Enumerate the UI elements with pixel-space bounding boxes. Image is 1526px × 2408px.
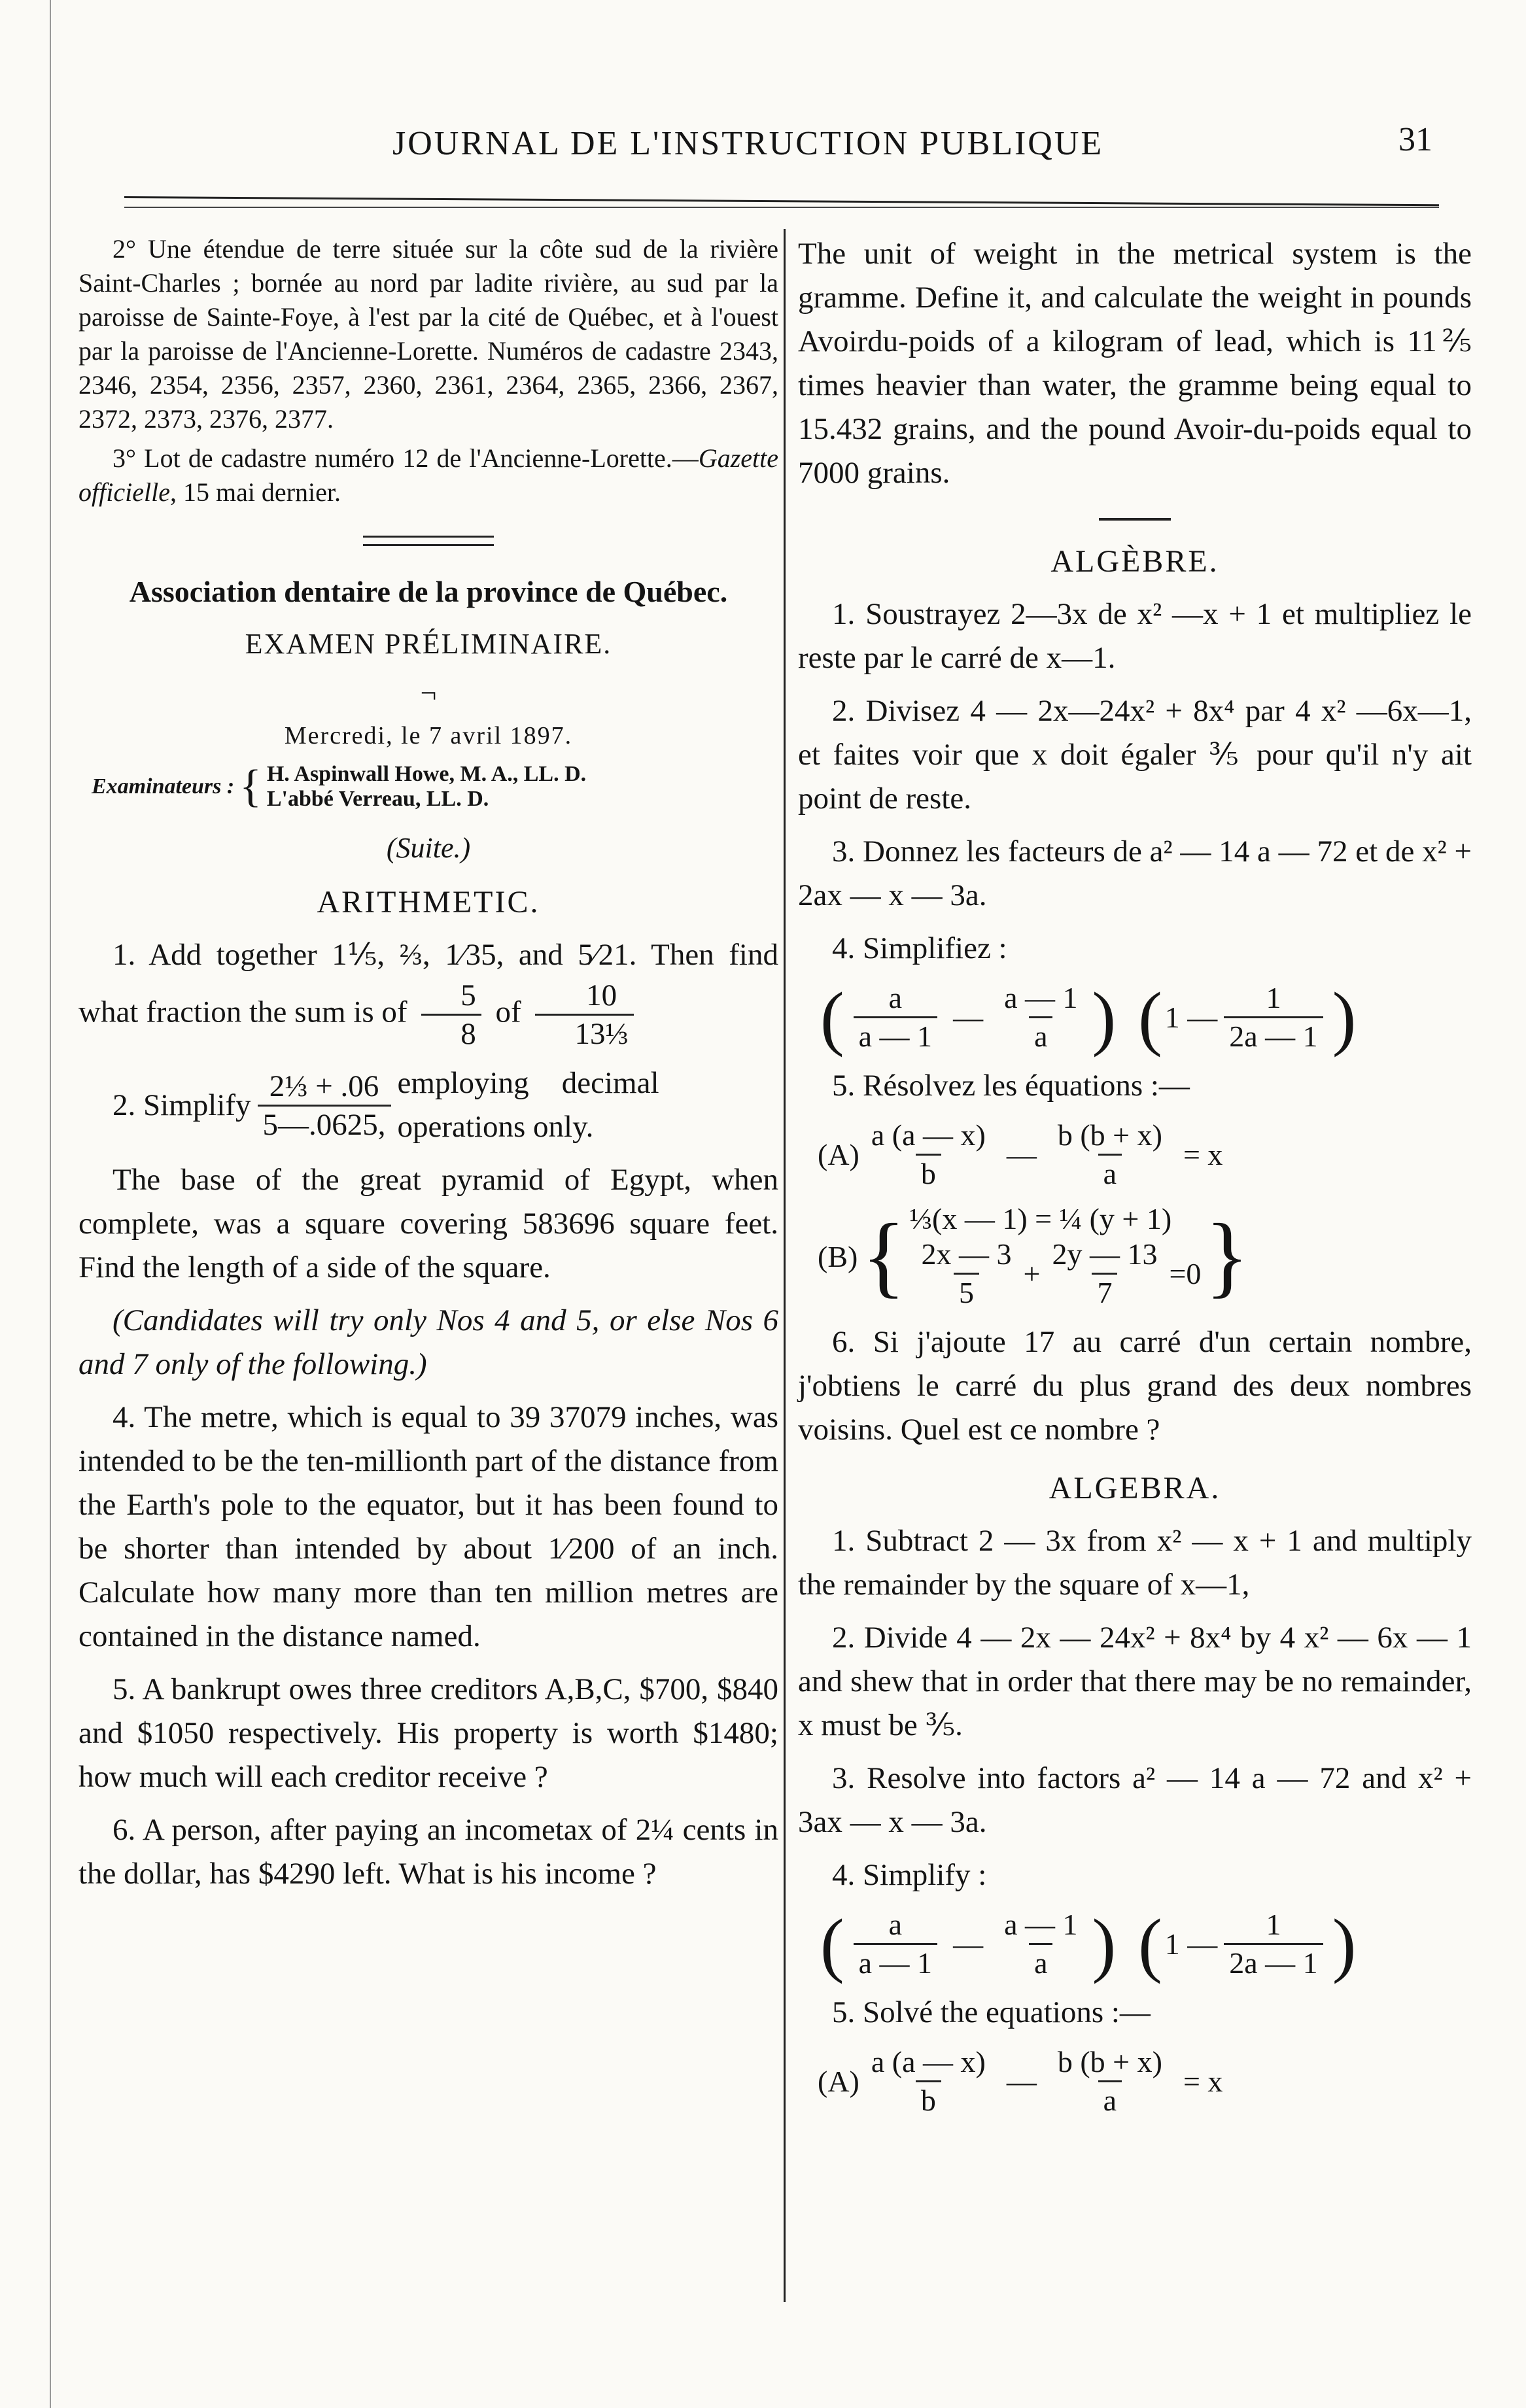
left-column xyxy=(78,232,778,1905)
algebra-heading: ALGEBRA. xyxy=(1049,1471,1221,1505)
lot-3-paragraph xyxy=(78,441,778,509)
algebra-question-3: 3. Resolve into factors a² — 14 a — 72 and x² + 3ax — x — 3a. xyxy=(798,1761,1472,1839)
section-divider xyxy=(363,536,494,546)
equation-b-fr xyxy=(818,1201,1472,1311)
column-divider xyxy=(784,229,786,2302)
equation-label-b: (B) xyxy=(818,1239,858,1273)
algebre-question-6: 6. Si j'ajoute 17 au carré d'un certain nombre, j'obtiens le carré du plus grand des deux nombres voisins. Quel est ce nombre ? xyxy=(798,1325,1472,1447)
fraction-numerator: 2⅓ + .06 xyxy=(269,1069,379,1103)
paren-open: ( xyxy=(1138,977,1162,1058)
fraction-b-b-plus-x-over-a xyxy=(1052,2044,1168,2119)
equals-x: = x xyxy=(1183,1138,1223,1171)
fraction-denominator: 8 xyxy=(421,1014,481,1052)
fraction-denominator: a — 1 xyxy=(854,1016,937,1055)
system-brace: { xyxy=(861,1205,906,1307)
simplify-expression-fr xyxy=(818,977,1472,1058)
arithmetic-heading: ARITHMETIC. xyxy=(317,885,540,920)
gazette-source: Gazette officielle xyxy=(78,443,778,507)
question-1-text: 1. Add together 1⅕, ⅔, 1⁄35, and 5⁄21. Then find what fraction the sum is of xyxy=(78,938,778,1029)
fraction-10-13 xyxy=(535,977,633,1052)
association-title: Association dentaire de la province de Québec. xyxy=(129,575,728,608)
algebre-question-2: 2. Divisez 4 — 2x—24x² + 8x⁴ par 4 x² —6x—1, et faites voir que x doit égaler ⅗ pour qu'il n'y ait point de reste. xyxy=(798,694,1472,816)
equation-system xyxy=(910,1201,1202,1311)
suite-label: (Suite.) xyxy=(386,832,471,864)
algebre-heading: ALGÈBRE. xyxy=(1050,544,1219,579)
algebra-question-1: 1. Subtract 2 — 3x from x² — x + 1 and multiply the remainder by the square of x—1, xyxy=(798,1524,1472,1602)
examiners-block xyxy=(92,762,778,812)
candidates-note: (Candidates will try only Nos 4 and 5, or else Nos 6 and 7 only of the following.) xyxy=(78,1303,778,1381)
fraction-numerator: 2y — 13 xyxy=(1052,1237,1158,1271)
right-column xyxy=(798,232,1472,2128)
system-brace-close: } xyxy=(1205,1205,1249,1307)
fraction-denominator: 7 xyxy=(1092,1273,1117,1311)
question-6: 6. A person, after paying an incometax of 2¼ cents in the dollar, has $4290 left. What is his income ? xyxy=(78,1813,778,1891)
fraction-numerator: 1 xyxy=(1266,981,1281,1014)
algebre-question-3: 3. Donnez les facteurs de a² — 14 a — 72 et de x² + 2ax — x — 3a. xyxy=(798,834,1472,912)
paren-open: ( xyxy=(820,977,844,1058)
header-rule-thin xyxy=(124,207,1439,208)
minus-sign: — xyxy=(1006,1138,1037,1171)
of-word: of xyxy=(495,995,521,1029)
equation-a-en xyxy=(818,2044,1472,2119)
fraction-a-minus-1-over-a xyxy=(999,980,1083,1055)
fraction-numerator: a (a — x) xyxy=(871,2045,986,2078)
paren-close: ) xyxy=(1332,977,1357,1058)
fraction-1-over-2a-minus-1 xyxy=(1224,1906,1323,1982)
fraction-2x-minus-3-over-5 xyxy=(916,1236,1017,1311)
question-7: The unit of weight in the metrical system is the gramme. Define it, and calculate the weight in pounds Avoirdu-poids of a kilogram of lead, which is 11⅖ times heavier than water, the gramme being equal to 15.432 grains, and the pound Avoir-du-poids equal to 7000 grains. xyxy=(798,237,1472,490)
algebra-question-5: 5. Solvé the equations :— xyxy=(832,1995,1151,2029)
one-minus: 1 — xyxy=(1164,1001,1218,1034)
minus-sign: — xyxy=(953,1001,984,1034)
examiners-label: Examinateurs : xyxy=(92,774,235,799)
fraction-denominator: a xyxy=(1029,1943,1052,1982)
running-header xyxy=(118,121,1459,177)
fraction-5-8 xyxy=(421,977,481,1052)
fraction-denominator: a — 1 xyxy=(854,1943,937,1982)
fraction-numerator: b (b + x) xyxy=(1057,2045,1162,2078)
lot-2-paragraph: 2° Une étendue de terre située sur la côte sud de la rivière Saint-Charles ; bornée au nord par ladite rivière, au sud par la paroisse de Sainte-Foye, à l'est par la cité de Québec, et à l'ouest par la paroisse de l'Ancienne-Lorette. Numéros de cadastre 2343, 2346, 2354, 2356, 2357, 2360, 2361, 2364, 2365, 2366, 2367, 2372, 2373, 2376, 2377. xyxy=(78,234,778,434)
page-edge xyxy=(50,0,51,2408)
fraction-a-minus-1-over-a xyxy=(999,1906,1083,1982)
fraction-denominator: b xyxy=(916,1154,941,1192)
examiner-names xyxy=(267,762,586,812)
section-divider xyxy=(1099,518,1171,521)
fraction-denominator: a xyxy=(1098,1154,1122,1192)
fraction-denominator: 2a — 1 xyxy=(1224,1016,1323,1055)
fraction-a-a-minus-x-over-b xyxy=(866,2044,991,2119)
paren-open: ( xyxy=(820,1904,844,1984)
fraction-numerator: b (b + x) xyxy=(1057,1118,1162,1152)
lot-3-date: , 15 mai dernier. xyxy=(169,477,341,507)
question-2-lead: 2. Simplify xyxy=(113,1088,251,1122)
fraction-denominator: 5 xyxy=(954,1273,979,1311)
fraction-2y-minus-13-over-7 xyxy=(1047,1236,1162,1311)
brace: { xyxy=(239,761,262,812)
equation-a-fr xyxy=(818,1117,1472,1192)
question-2-fraction xyxy=(258,1068,391,1143)
algebre-question-1: 1. Soustrayez 2—3x de x² —x + 1 et multipliez le reste par le carré de x—1. xyxy=(798,597,1472,675)
minus-sign: — xyxy=(1006,2065,1037,2098)
fraction-a-a-minus-x-over-b xyxy=(866,1117,991,1192)
fraction-denominator: 5—.0625, xyxy=(258,1105,391,1143)
paren-close: ) xyxy=(1092,977,1117,1058)
fraction-denominator: 13⅓ xyxy=(535,1014,633,1052)
fraction-denominator: a xyxy=(1098,2080,1122,2119)
fraction-numerator: 10 xyxy=(586,978,617,1012)
fraction-numerator: 5 xyxy=(460,978,476,1012)
journal-title: JOURNAL DE L'INSTRUCTION PUBLIQUE xyxy=(392,125,1104,162)
fraction-a-over-a-minus-1 xyxy=(854,980,937,1055)
question-2 xyxy=(78,1061,778,1149)
equals-x: = x xyxy=(1183,2065,1223,2098)
simplify-expression-en xyxy=(818,1906,1472,1982)
system-line-2 xyxy=(910,1236,1202,1311)
paren-close: ) xyxy=(1092,1904,1117,1984)
fraction-denominator: a xyxy=(1029,1016,1052,1055)
fraction-denominator: 2a — 1 xyxy=(1224,1943,1323,1982)
fraction-numerator: a xyxy=(888,981,903,1014)
fraction-numerator: 2x — 3 xyxy=(921,1237,1012,1271)
question-1 xyxy=(78,933,778,1052)
algebra-question-2: 2. Divide 4 — 2x — 24x² + 8x⁴ by 4 x² — 6x — 1 and shew that in order that there may be no remainder, x must be ⅗. xyxy=(798,1621,1472,1742)
examiner-1: H. Aspinwall Howe, M. A., LL. D. xyxy=(266,762,587,786)
algebre-question-4: 4. Simplifiez : xyxy=(832,931,1007,965)
system-line-1: ⅓(x — 1) = ¼ (y + 1) xyxy=(909,1202,1172,1235)
fraction-numerator: a (a — x) xyxy=(871,1118,986,1152)
exam-date: Mercredi, le 7 avril 1897. xyxy=(284,722,573,749)
question-2-tail: employing decimal operations only. xyxy=(397,1066,659,1144)
fraction-numerator: a xyxy=(888,1908,903,1941)
fraction-1-over-2a-minus-1 xyxy=(1224,980,1323,1055)
examiner-2: L'abbé Verreau, LL. D. xyxy=(266,787,489,811)
one-minus: 1 — xyxy=(1164,1927,1218,1961)
question-5: 5. A bankrupt owes three creditors A,B,C, $700, $840 and $1050 respectively. His property is worth $1480; how much will each creditor receive ? xyxy=(78,1672,778,1794)
fraction-b-b-plus-x-over-a xyxy=(1052,1117,1168,1192)
question-4: 4. The metre, which is equal to 39 37079 inches, was intended to be the ten-millionth part of the distance from the Earth's pole to the equator, but it has been found to be shorter than intended by about 1⁄200 of an inch. Calculate how many more than ten million metres are contained in the distance named. xyxy=(78,1400,778,1653)
header-rule xyxy=(124,196,1439,206)
minus-sign: — xyxy=(953,1927,984,1961)
ornament: ¬ xyxy=(420,677,437,709)
algebra-question-4: 4. Simplify : xyxy=(832,1858,987,1892)
fraction-a-over-a-minus-1 xyxy=(854,1906,937,1982)
fraction-numerator: 1 xyxy=(1266,1908,1281,1941)
paren-open: ( xyxy=(1138,1904,1162,1984)
paren-close: ) xyxy=(1332,1904,1357,1984)
lot-3-text: 3° Lot de cadastre numéro 12 de l'Ancienne-Lorette.— xyxy=(113,443,699,473)
question-3: The base of the great pyramid of Egypt, when complete, was a square covering 583696 square feet. Find the length of a side of the square. xyxy=(78,1163,778,1284)
exam-title: EXAMEN PRÉLIMINAIRE. xyxy=(245,628,612,660)
fraction-numerator: a — 1 xyxy=(1004,1908,1078,1941)
plus-sign: + xyxy=(1023,1257,1041,1290)
equation-label-a: (A) xyxy=(818,1138,859,1171)
equation-label-a: (A) xyxy=(818,2065,859,2098)
algebre-question-5: 5. Résolvez les équations :— xyxy=(832,1069,1190,1103)
equals-zero: =0 xyxy=(1169,1257,1202,1290)
fraction-denominator: b xyxy=(916,2080,941,2119)
fraction-numerator: a — 1 xyxy=(1004,981,1078,1014)
page-number: 31 xyxy=(1398,121,1432,158)
